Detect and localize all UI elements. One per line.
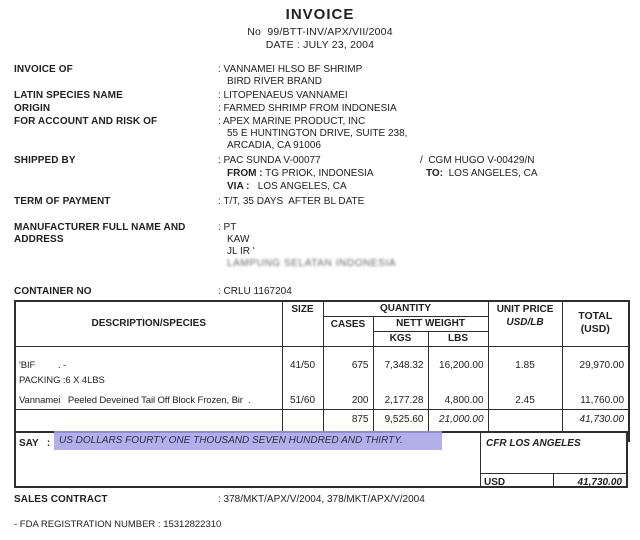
- from-label: FROM :: [227, 168, 263, 179]
- item-unit-price: 1.85: [488, 346, 562, 373]
- via-label: VIA :: [227, 181, 250, 192]
- manufacturer-label-1: MANUFACTURER FULL NAME AND: [14, 222, 186, 233]
- manufacturer-value-4-blurred: LAMPUNG SELATAN INDONESIA: [227, 258, 397, 269]
- amount-in-words-highlight: [54, 431, 442, 450]
- col-header-lbs: LBS: [428, 331, 488, 346]
- manufacturer-value-2: KAW: [227, 234, 250, 245]
- col-header-unit-price: [488, 301, 562, 346]
- incoterm: CFR LOS ANGELES: [486, 438, 581, 449]
- currency-code: USD: [484, 477, 506, 488]
- to-label: TO:: [426, 168, 444, 179]
- grand-total: 41,730.00: [562, 409, 629, 441]
- table-row: [15, 373, 629, 386]
- latin-species-value: : LITOPENAEUS VANNAMEI: [218, 90, 348, 101]
- say-box: [14, 431, 628, 488]
- to-value: LOS ANGELES, CA: [443, 168, 538, 179]
- item-size: 51/60: [282, 386, 323, 410]
- col-header-kgs: KGS: [373, 331, 428, 346]
- item-description: PACKING :6 X 4LBS: [15, 373, 282, 386]
- invoice-date: DATE : JULY 23, 2004: [265, 39, 375, 51]
- invoice-number: No 99/BTT-INV/APX/VII/2004: [247, 26, 393, 38]
- manufacturer-value-1: : PT: [218, 222, 237, 233]
- manufacturer-value-3: JL IR ': [227, 246, 255, 257]
- sales-contract-label: SALES CONTRACT: [14, 494, 108, 505]
- item-description: Vannamei Peeled Deveined Tail Off Block Frozen, Bir .: [15, 386, 282, 410]
- item-cases: 675: [323, 346, 373, 373]
- item-lbs: 4,800.00: [428, 386, 488, 410]
- shipped-via-line: [227, 181, 347, 192]
- invoice-of-label: INVOICE OF: [14, 64, 73, 75]
- item-kgs: 7,348.32: [373, 346, 428, 373]
- container-no-label: CONTAINER NO: [14, 286, 92, 297]
- item-unit-price: 2.45: [488, 386, 562, 410]
- manufacturer-label-2: ADDRESS: [14, 234, 64, 245]
- via-value: LOS ANGELES, CA: [249, 181, 347, 192]
- table-row: [15, 346, 629, 373]
- item-cases: 200: [323, 386, 373, 410]
- page-title: INVOICE: [285, 6, 355, 23]
- account-value-1: : APEX MARINE PRODUCT, INC: [218, 116, 366, 127]
- origin-value: : FARMED SHRIMP FROM INDONESIA: [218, 103, 397, 114]
- item-size: 41/50: [282, 346, 323, 373]
- total-kgs: 9,525.60: [373, 409, 428, 441]
- latin-species-label: LATIN SPECIES NAME: [14, 90, 123, 101]
- fda-registration-line: - FDA REGISTRATION NUMBER : 15312822310: [14, 519, 222, 530]
- col-header-nett-weight: NETT WEIGHT: [373, 316, 488, 331]
- shipped-by-label: SHIPPED BY: [14, 155, 76, 166]
- col-header-total: TOTAL (USD): [562, 301, 629, 346]
- container-no-value: : CRLU 1167204: [218, 286, 292, 297]
- say-label: SAY :: [19, 438, 51, 449]
- invoice-of-value-1: : VANNAMEI HLSO BF SHRIMP: [218, 64, 363, 75]
- total-lbs: 21,000.00: [428, 409, 488, 441]
- item-lbs: 16,200.00: [428, 346, 488, 373]
- table-row: [15, 386, 629, 410]
- shipped-to-line: [426, 168, 538, 179]
- term-of-payment-label: TERM OF PAYMENT: [14, 196, 111, 207]
- say-box-divider: [480, 433, 481, 486]
- line-items-table: [14, 300, 630, 442]
- total-amount: 41,730.00: [577, 477, 622, 488]
- item-kgs: 2,177.28: [373, 386, 428, 410]
- account-value-2: 55 E HUNTINGTON DRIVE, SUITE 238,: [227, 128, 408, 139]
- invoice-of-value-2: BIRD RIVER BRAND: [227, 76, 323, 87]
- col-header-description: DESCRIPTION/SPECIES: [15, 301, 282, 346]
- item-description: 'BIF . -: [15, 346, 282, 373]
- account-value-3: ARCADIA, CA 91006: [227, 140, 321, 151]
- total-cases: 875: [323, 409, 373, 441]
- unit-price-unit: USD/LB: [506, 317, 544, 328]
- item-total: 11,760.00: [562, 386, 629, 410]
- col-header-quantity: QUANTITY: [323, 301, 488, 316]
- currency-amount-divider: [553, 473, 554, 486]
- term-of-payment-value: : T/T, 35 DAYS AFTER BL DATE: [218, 196, 365, 207]
- account-label: FOR ACCOUNT AND RISK OF: [14, 116, 158, 127]
- shipped-by-vessel-2: / CGM HUGO V-00429/N: [420, 155, 535, 166]
- amount-in-words: US DOLLARS FOURTY ONE THOUSAND SEVEN HUNDRED AND THIRTY.: [59, 435, 403, 446]
- shipped-by-vessel-1: : PAC SUNDA V-00077: [218, 155, 321, 166]
- from-value: TG PRIOK, INDONESIA: [262, 168, 374, 179]
- item-total: 29,970.00: [562, 346, 629, 373]
- shipped-from-line: [227, 168, 374, 179]
- unit-price-label: UNIT PRICE: [496, 304, 554, 315]
- sales-contract-value: : 378/MKT/APX/V/2004, 378/MKT/APX/V/2004: [218, 494, 425, 505]
- col-header-cases: CASES: [323, 316, 373, 346]
- col-header-size: SIZE: [282, 301, 323, 346]
- origin-label: ORIGIN: [14, 103, 51, 114]
